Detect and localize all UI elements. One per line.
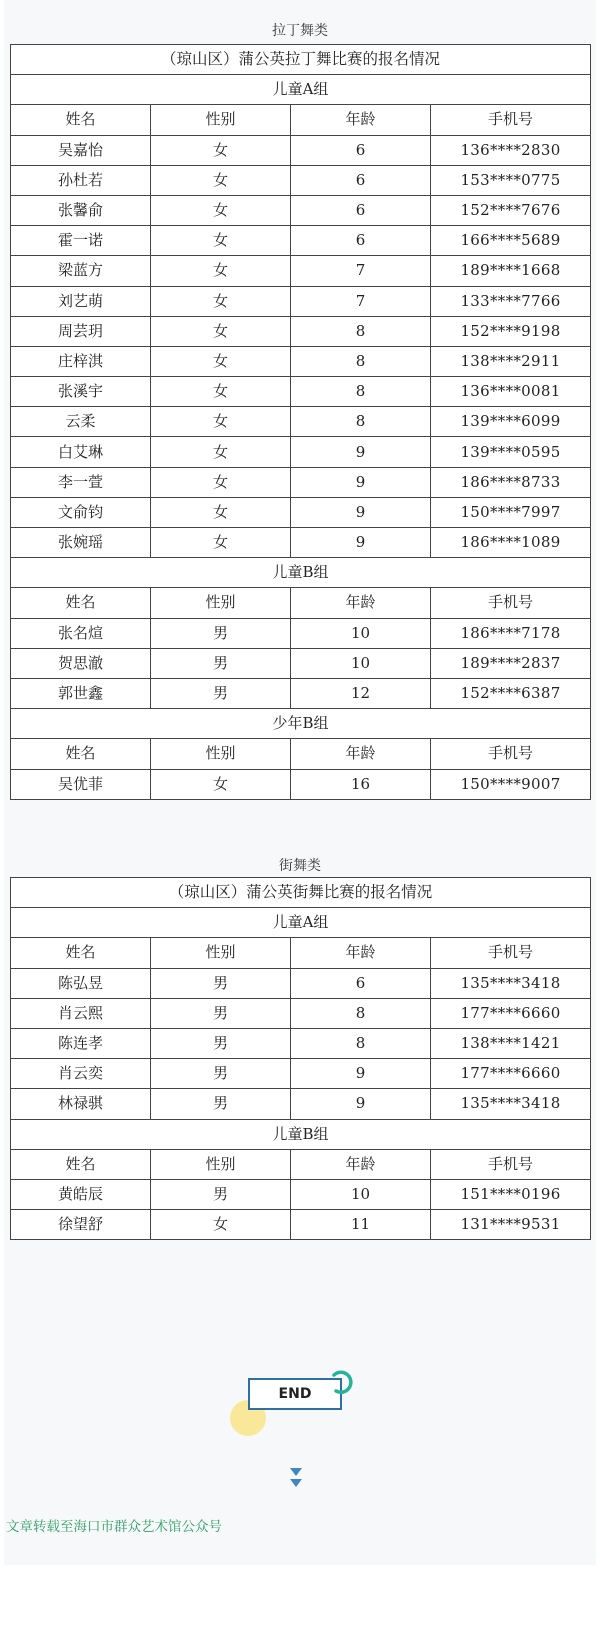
header-phone: 手机号 — [431, 105, 591, 135]
header-name: 姓名 — [11, 739, 151, 769]
group-row — [11, 1119, 591, 1149]
cell-gender: 女 — [151, 1210, 291, 1240]
cell-age: 6 — [291, 195, 431, 225]
cell-gender: 女 — [151, 195, 291, 225]
table-row — [11, 1210, 591, 1240]
cell-gender: 男 — [151, 1089, 291, 1119]
table-row — [11, 998, 591, 1028]
group-name: 儿童B组 — [11, 1119, 591, 1149]
table-row — [11, 968, 591, 998]
table-header-row — [11, 938, 591, 968]
cell-age: 8 — [291, 998, 431, 1028]
cell-gender: 女 — [151, 346, 291, 376]
group-name: 儿童A组 — [11, 908, 591, 938]
table-row — [11, 467, 591, 497]
cell-gender: 女 — [151, 135, 291, 165]
cell-age: 8 — [291, 407, 431, 437]
table-row — [11, 346, 591, 376]
table-row — [11, 226, 591, 256]
header-age: 年龄 — [291, 105, 431, 135]
cell-name: 庄梓淇 — [11, 346, 151, 376]
street-registration-table — [10, 877, 591, 1240]
cell-phone: 177****6660 — [431, 998, 591, 1028]
cell-gender: 男 — [151, 998, 291, 1028]
header-age: 年龄 — [291, 1149, 431, 1179]
table-row — [11, 407, 591, 437]
table-title: （琼山区）蒲公英街舞比赛的报名情况 — [11, 878, 591, 908]
cell-gender: 男 — [151, 1028, 291, 1058]
cell-name: 肖云奕 — [11, 1059, 151, 1089]
cell-phone: 152****6387 — [431, 678, 591, 708]
table-row — [11, 316, 591, 346]
cell-phone: 150****9007 — [431, 769, 591, 799]
group-name: 少年B组 — [11, 709, 591, 739]
header-gender: 性别 — [151, 105, 291, 135]
cell-gender: 女 — [151, 467, 291, 497]
table-row — [11, 497, 591, 527]
cell-name: 周芸玥 — [11, 316, 151, 346]
cell-name: 林禄骐 — [11, 1089, 151, 1119]
cell-phone: 150****7997 — [431, 497, 591, 527]
cell-gender: 女 — [151, 528, 291, 558]
cell-age: 8 — [291, 1028, 431, 1058]
table-row — [11, 135, 591, 165]
table-header-row — [11, 1149, 591, 1179]
cell-phone: 186****1089 — [431, 528, 591, 558]
cell-name: 文俞钧 — [11, 497, 151, 527]
group-row — [11, 75, 591, 105]
group-name: 儿童B组 — [11, 558, 591, 588]
latin-registration-table — [10, 44, 591, 800]
cell-name: 肖云熙 — [11, 998, 151, 1028]
cell-age: 8 — [291, 346, 431, 376]
header-gender: 性别 — [151, 739, 291, 769]
cell-gender: 男 — [151, 618, 291, 648]
cell-age: 9 — [291, 497, 431, 527]
cell-gender: 女 — [151, 769, 291, 799]
table-row — [11, 618, 591, 648]
cell-gender: 女 — [151, 226, 291, 256]
cell-phone: 152****7676 — [431, 195, 591, 225]
cell-gender: 女 — [151, 437, 291, 467]
cell-name: 黄皓辰 — [11, 1179, 151, 1209]
cell-gender: 男 — [151, 1059, 291, 1089]
table-title-row — [11, 878, 591, 908]
group-row — [11, 709, 591, 739]
cell-phone: 136****0081 — [431, 377, 591, 407]
cell-phone: 152****9198 — [431, 316, 591, 346]
table-row — [11, 769, 591, 799]
cell-age: 7 — [291, 256, 431, 286]
header-phone: 手机号 — [431, 1149, 591, 1179]
cell-name: 吴优菲 — [11, 769, 151, 799]
header-age: 年龄 — [291, 588, 431, 618]
cell-phone: 139****6099 — [431, 407, 591, 437]
cell-phone: 136****2830 — [431, 135, 591, 165]
cell-age: 9 — [291, 1089, 431, 1119]
table-header-row — [11, 739, 591, 769]
cell-name: 霍一诺 — [11, 226, 151, 256]
cell-age: 16 — [291, 769, 431, 799]
header-age: 年龄 — [291, 938, 431, 968]
cell-name: 云柔 — [11, 407, 151, 437]
teal-arc-icon — [330, 1370, 356, 1396]
table-row — [11, 437, 591, 467]
cell-age: 9 — [291, 1059, 431, 1089]
cell-name: 张馨俞 — [11, 195, 151, 225]
latin-section-title: 拉丁舞类 — [272, 23, 328, 39]
cell-name: 李一萱 — [11, 467, 151, 497]
group-row — [11, 558, 591, 588]
cell-name: 张婉瑶 — [11, 528, 151, 558]
cell-name: 张溪宇 — [11, 377, 151, 407]
header-phone: 手机号 — [431, 588, 591, 618]
cell-name: 徐望舒 — [11, 1210, 151, 1240]
cell-gender: 女 — [151, 165, 291, 195]
table-row — [11, 1089, 591, 1119]
cell-gender: 女 — [151, 316, 291, 346]
cell-phone: 189****2837 — [431, 648, 591, 678]
cell-age: 10 — [291, 648, 431, 678]
cell-name: 张名煊 — [11, 618, 151, 648]
cell-name: 郭世鑫 — [11, 678, 151, 708]
cell-gender: 男 — [151, 968, 291, 998]
cell-phone: 139****0595 — [431, 437, 591, 467]
cell-age: 6 — [291, 226, 431, 256]
cell-gender: 男 — [151, 678, 291, 708]
cell-phone: 135****3418 — [431, 968, 591, 998]
cell-age: 12 — [291, 678, 431, 708]
cell-phone: 151****0196 — [431, 1179, 591, 1209]
table-row — [11, 286, 591, 316]
cell-phone: 186****7178 — [431, 618, 591, 648]
cell-age: 9 — [291, 437, 431, 467]
header-name: 姓名 — [11, 105, 151, 135]
group-row — [11, 908, 591, 938]
table-row — [11, 377, 591, 407]
cell-phone: 138****1421 — [431, 1028, 591, 1058]
cell-age: 8 — [291, 316, 431, 346]
table-row — [11, 648, 591, 678]
cell-age: 11 — [291, 1210, 431, 1240]
cell-phone: 186****8733 — [431, 467, 591, 497]
cell-name: 梁蓝方 — [11, 256, 151, 286]
cell-phone: 153****0775 — [431, 165, 591, 195]
cell-phone: 177****6660 — [431, 1059, 591, 1089]
table-header-row — [11, 105, 591, 135]
cell-age: 6 — [291, 135, 431, 165]
cell-age: 10 — [291, 618, 431, 648]
cell-age: 9 — [291, 467, 431, 497]
cell-age: 8 — [291, 377, 431, 407]
table-row — [11, 1059, 591, 1089]
cell-gender: 男 — [151, 648, 291, 678]
table-row — [11, 528, 591, 558]
header-phone: 手机号 — [431, 739, 591, 769]
cell-age: 10 — [291, 1179, 431, 1209]
cell-name: 陈弘昱 — [11, 968, 151, 998]
table-title: （琼山区）蒲公英拉丁舞比赛的报名情况 — [11, 45, 591, 75]
cell-phone: 189****1668 — [431, 256, 591, 286]
header-name: 姓名 — [11, 1149, 151, 1179]
cell-name: 陈连孝 — [11, 1028, 151, 1058]
article-source-note: 文章转载至海口市群众艺术馆公众号 — [6, 1519, 222, 1535]
cell-name: 吴嘉怡 — [11, 135, 151, 165]
header-age: 年龄 — [291, 739, 431, 769]
cell-phone: 133****7766 — [431, 286, 591, 316]
street-section-title: 街舞类 — [279, 858, 321, 874]
end-decoration — [230, 1370, 370, 1445]
cell-name: 贺思澈 — [11, 648, 151, 678]
table-row — [11, 165, 591, 195]
header-gender: 性别 — [151, 1149, 291, 1179]
cell-name: 刘艺萌 — [11, 286, 151, 316]
cell-gender: 女 — [151, 407, 291, 437]
table-title-row — [11, 45, 591, 75]
header-gender: 性别 — [151, 588, 291, 618]
header-gender: 性别 — [151, 938, 291, 968]
cell-gender: 男 — [151, 1179, 291, 1209]
cell-phone: 166****5689 — [431, 226, 591, 256]
cell-age: 6 — [291, 165, 431, 195]
cell-phone: 135****3418 — [431, 1089, 591, 1119]
table-row — [11, 1179, 591, 1209]
cell-phone: 131****9531 — [431, 1210, 591, 1240]
cell-age: 7 — [291, 286, 431, 316]
cell-name: 孙杜若 — [11, 165, 151, 195]
double-chevron-down-icon — [289, 1467, 303, 1489]
cell-gender: 女 — [151, 497, 291, 527]
table-row — [11, 1028, 591, 1058]
header-name: 姓名 — [11, 938, 151, 968]
cell-gender: 女 — [151, 377, 291, 407]
header-phone: 手机号 — [431, 938, 591, 968]
cell-phone: 138****2911 — [431, 346, 591, 376]
end-label: END — [248, 1378, 342, 1410]
cell-name: 白艾琳 — [11, 437, 151, 467]
cell-age: 9 — [291, 528, 431, 558]
table-header-row — [11, 588, 591, 618]
cell-age: 6 — [291, 968, 431, 998]
group-name: 儿童A组 — [11, 75, 591, 105]
header-name: 姓名 — [11, 588, 151, 618]
table-row — [11, 256, 591, 286]
cell-gender: 女 — [151, 286, 291, 316]
table-row — [11, 678, 591, 708]
table-row — [11, 195, 591, 225]
cell-gender: 女 — [151, 256, 291, 286]
